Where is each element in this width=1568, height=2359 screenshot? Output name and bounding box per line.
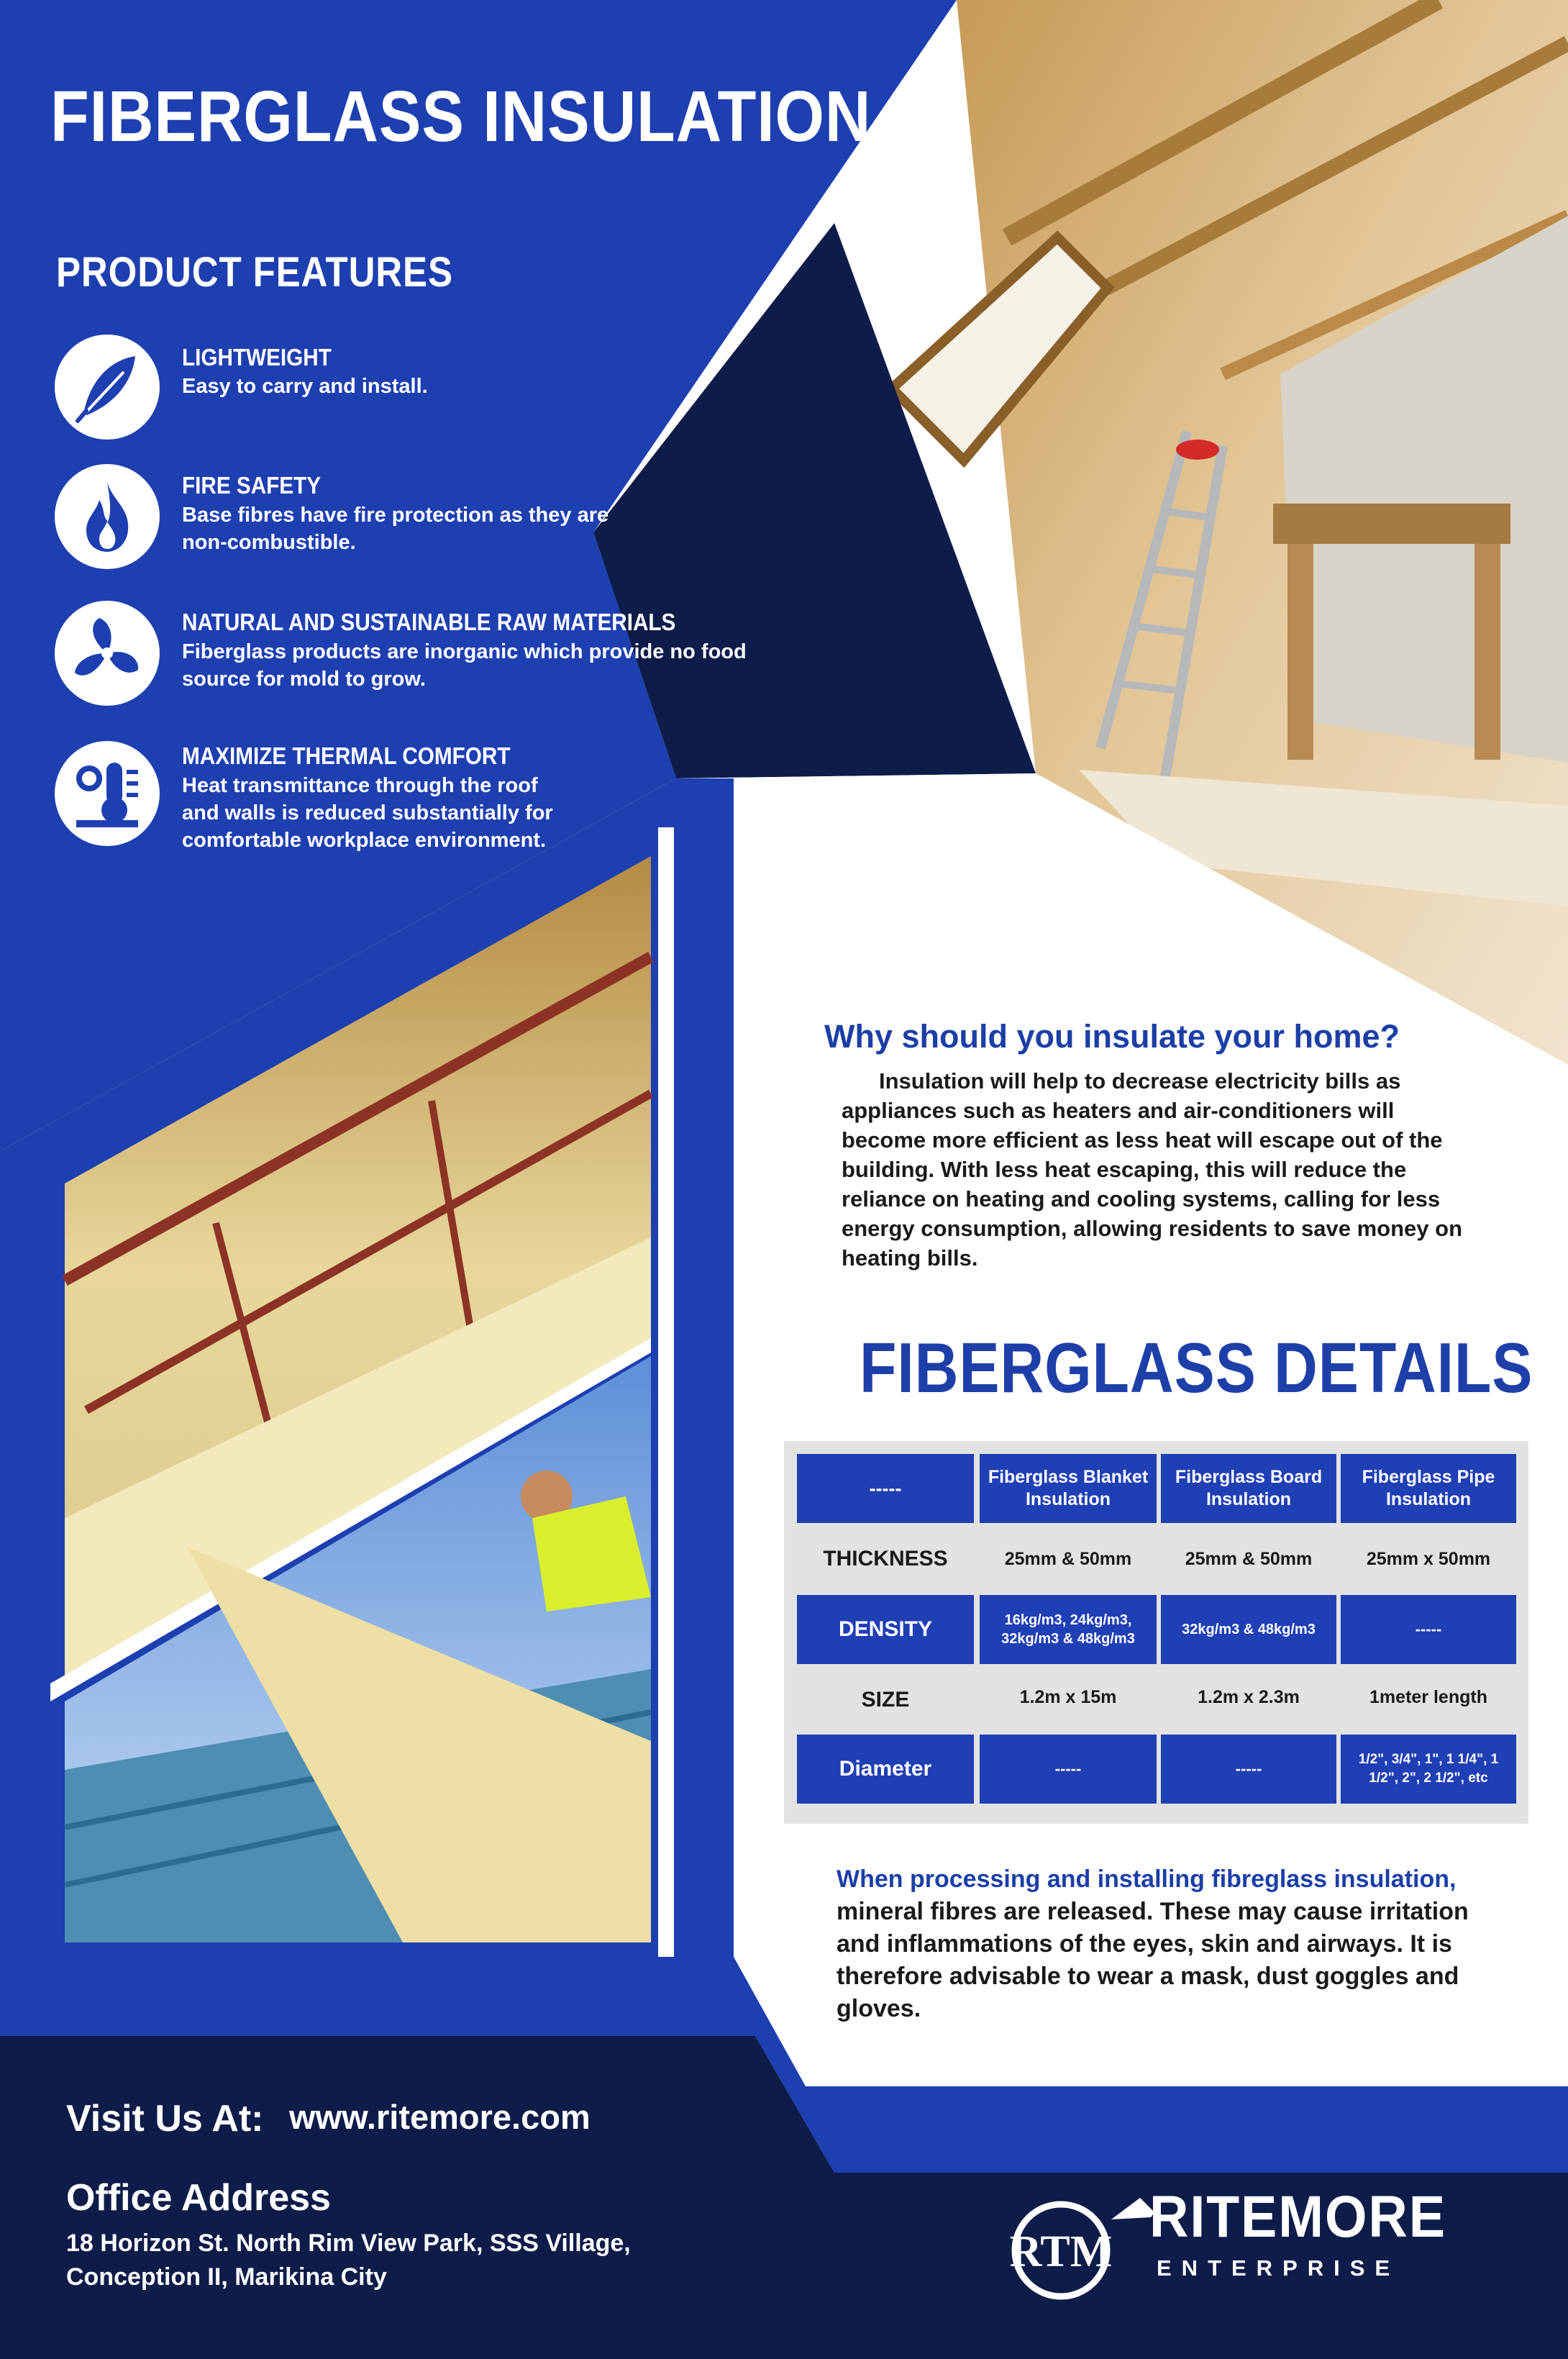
fiberglass-details-heading: FIBERGLASS DETAILS xyxy=(860,1328,1533,1407)
why-insulate-body: Insulation will help to decrease electricity bills as appliances such as heaters and air-conditioners will become more efficient as less heat will escape out of the building. With less heat escaping, this will reduce the reliance on heating and cooling systems, calling for less energy consumption, allowing residents to save money on heating bills. xyxy=(842,1068,1463,1271)
website-link[interactable]: www.ritemore.com xyxy=(289,2098,591,2136)
warning-text: mineral fibres are released. These may cause irritation and inflammations of the eyes, skin and airways. It is therefore advisable to wear a mask, dust goggles and gloves. xyxy=(837,1898,1469,2022)
feature-title: FIRE SAFETY xyxy=(182,472,322,499)
feature-title: NATURAL AND SUSTAINABLE RAW MATERIALS xyxy=(182,609,676,635)
logo-letters: RTM xyxy=(1009,2227,1113,2276)
table-row-label: Diameter xyxy=(797,1735,974,1804)
feature-item-fire-safety xyxy=(55,464,160,569)
feature-item-lightweight xyxy=(55,335,160,440)
feather-icon xyxy=(55,335,160,440)
table-cell: 32kg/m3 & 48kg/m3 xyxy=(1161,1595,1336,1664)
details-table xyxy=(784,1441,1528,1824)
table-row-label: DENSITY xyxy=(797,1595,974,1664)
safety-warning xyxy=(837,1863,1513,2025)
feature-desc: Fiberglass products are inorganic which provide no food source for mold to grow. xyxy=(182,640,747,691)
feature-desc: Heat transmittance through the roof and walls is reduced substantially for comfortable workplace environment. xyxy=(182,774,553,852)
feature-desc: Base fibres have fire protection as they are non-combustible. xyxy=(182,504,609,554)
table-cell: 1meter length xyxy=(1369,1686,1487,1707)
table-header-cell: Fiberglass Pipe Insulation xyxy=(1341,1454,1516,1523)
warning-highlight: When processing and installing fibreglass insulation, xyxy=(837,1865,1457,1893)
table-cell: 1.2m x 15m xyxy=(1019,1686,1117,1707)
why-insulate-heading: Why should you insulate your home? xyxy=(824,1018,1400,1055)
table-cell: 1/2", 3/4", 1", 1 1/4", 1 1/2", 2", 2 1/2", etc xyxy=(1341,1735,1516,1804)
table-header-cell: ----- xyxy=(797,1454,974,1523)
brand-subtitle: ENTERPRISE xyxy=(1157,2255,1400,2281)
feature-desc: Easy to carry and install. xyxy=(182,375,428,398)
feature-item-natural-materials xyxy=(55,601,160,706)
table-header-cell: Fiberglass Blanket Insulation xyxy=(980,1454,1157,1523)
table-cell: 25mm & 50mm xyxy=(1004,1548,1132,1569)
table-header-cell: Fiberglass Board Insulation xyxy=(1161,1454,1336,1523)
leaves-icon xyxy=(55,601,160,706)
page-title: FIBERGLASS INSULATION xyxy=(50,76,872,157)
flame-icon xyxy=(55,464,160,569)
table-cell: 1.2m x 2.3m xyxy=(1198,1686,1300,1707)
office-address-label: Office Address xyxy=(66,2177,331,2219)
table-row-label: THICKNESS xyxy=(823,1547,948,1571)
address-line: 18 Horizon St. North Rim View Park, SSS Village, xyxy=(66,2230,631,2257)
brand-name: RITEMORE xyxy=(1149,2184,1446,2250)
address-line: Conception II, Marikina City xyxy=(66,2263,387,2291)
feature-title: MAXIMIZE THERMAL COMFORT xyxy=(182,742,511,769)
feature-item-thermal-comfort xyxy=(55,741,160,846)
thermometer-icon xyxy=(55,741,160,846)
feature-title: LIGHTWEIGHT xyxy=(182,344,332,371)
table-cell: 25mm x 50mm xyxy=(1366,1548,1491,1569)
product-features-heading: PRODUCT FEATURES xyxy=(56,249,453,296)
table-cell: 16kg/m3, 24kg/m3, 32kg/m3 & 48kg/m3 xyxy=(980,1595,1157,1664)
table-cell: ----- xyxy=(1161,1735,1336,1804)
table-cell: ----- xyxy=(1341,1595,1516,1664)
table-cell: ----- xyxy=(980,1735,1157,1804)
table-row-label: SIZE xyxy=(861,1688,910,1712)
table-cell: 25mm & 50mm xyxy=(1185,1548,1313,1569)
office-address xyxy=(66,2227,714,2294)
visit-label: Visit Us At: xyxy=(66,2098,264,2140)
